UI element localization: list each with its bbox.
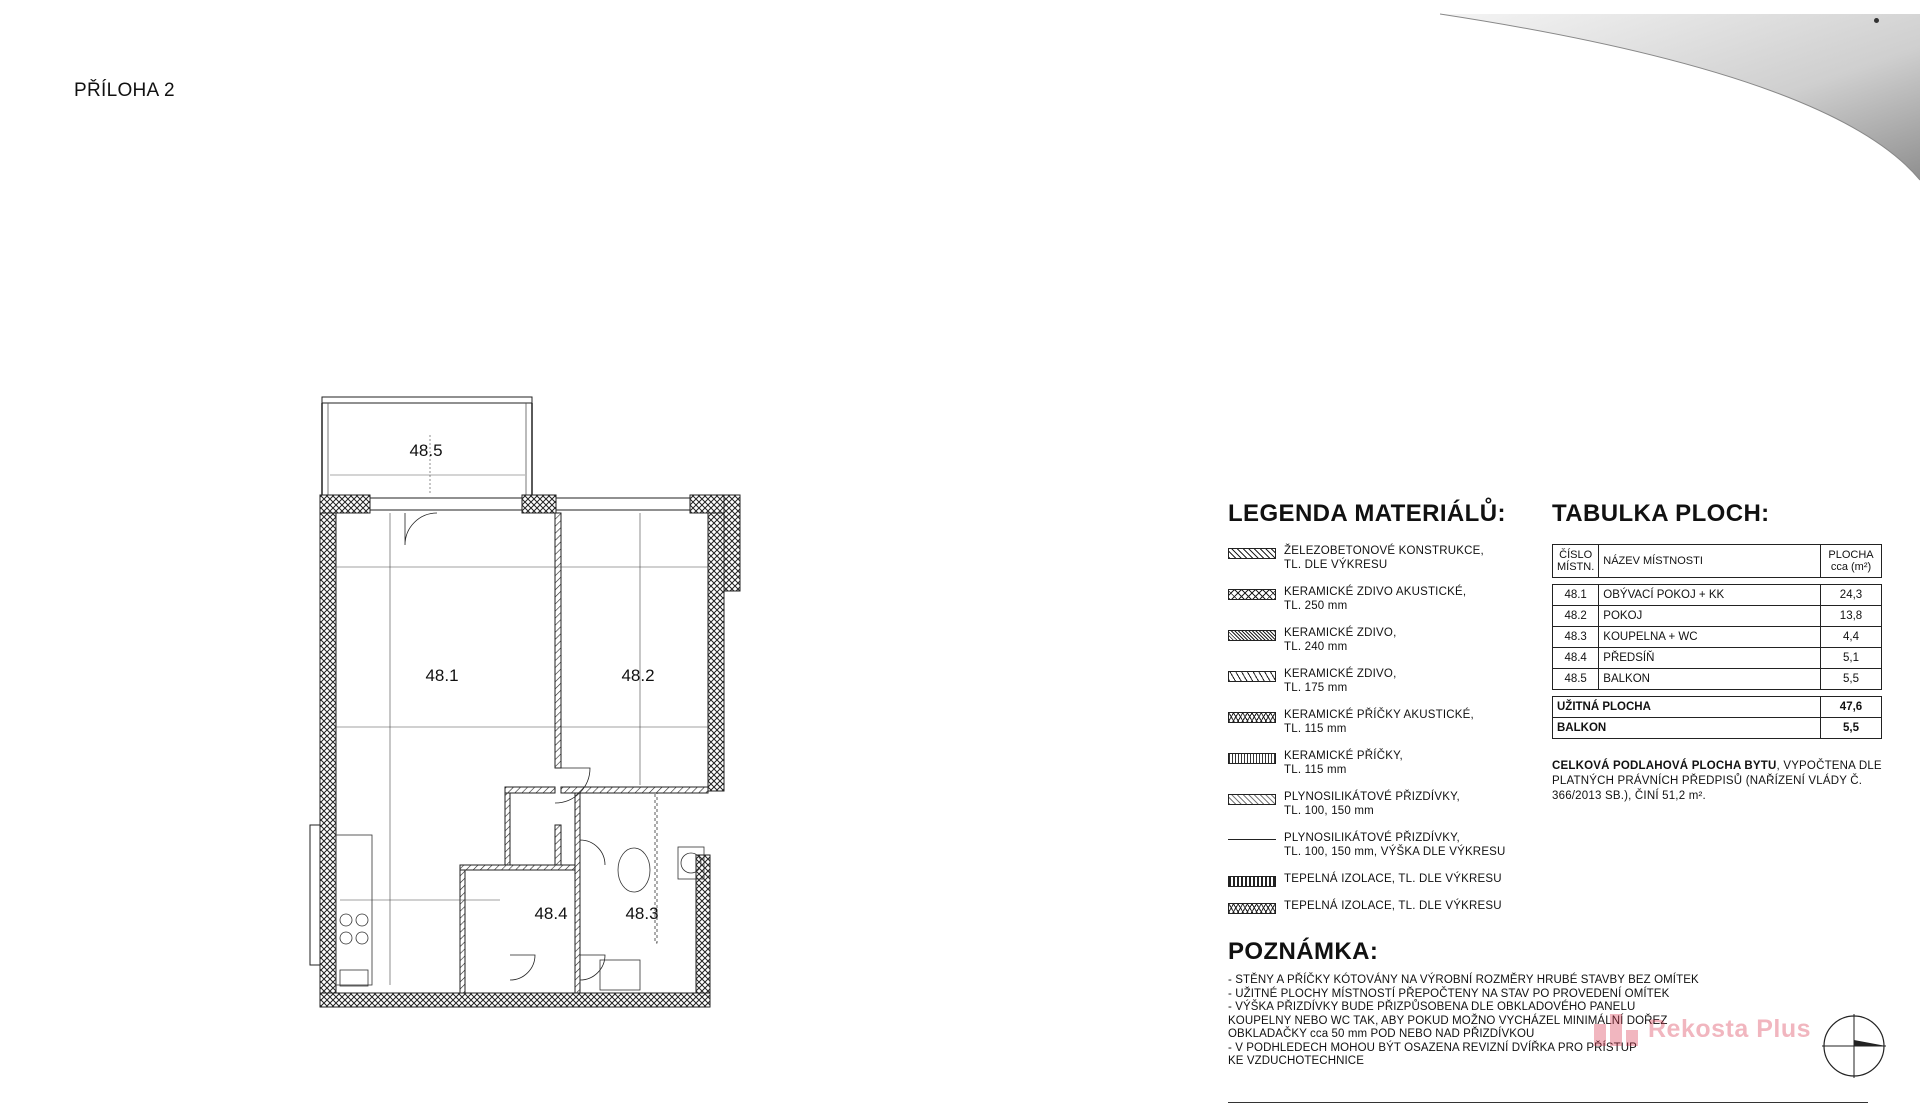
north-arrow-icon — [1818, 1010, 1890, 1082]
partitions — [460, 513, 708, 993]
area-table-section — [1552, 500, 1882, 804]
total-row: BALKON 5,5 — [1553, 718, 1882, 739]
note-line: - V PODHLEDECH MOHOU BÝT OSAZENA REVIZNÍ DVÍŘKA PRO PŘÍSTUP — [1228, 1041, 1637, 1054]
watermark — [1592, 1010, 1811, 1048]
table-header-row: ČÍSLO MÍSTN. NÁZEV MÍSTNOSTI PLOCHA cca (m²) — [1553, 545, 1882, 578]
note-line: KE VZDUCHOTECHNICE — [1228, 1055, 1364, 1067]
note-section — [1228, 938, 1788, 1069]
legend-item: PLYNOSILIKÁTOVÉ PŘIZDÍVKY, TL. 100, 150 mm — [1228, 790, 1558, 831]
legend-item: TEPELNÁ IZOLACE, TL. DLE VÝKRESU — [1228, 899, 1558, 926]
legend-item: TEPELNÁ IZOLACE, TL. DLE VÝKRESU — [1228, 872, 1558, 899]
total-row: UŽITNÁ PLOCHA 47,6 — [1553, 697, 1882, 718]
building-logo-icon — [1592, 1010, 1640, 1048]
legend-item: PLYNOSILIKÁTOVÉ PŘIZDÍVKY, TL. 100, 150 mm, VÝŠKA DLE VÝKRESU — [1228, 831, 1558, 872]
bathroom-fixtures — [600, 793, 704, 990]
room-label-48-3: 48.3 — [625, 904, 659, 923]
note-line: - STĚNY A PŘÍČKY KÓTOVÁNY NA VÝROBNÍ ROZMĚRY HRUBÉ STAVBY BEZ OMÍTEK — [1228, 974, 1699, 986]
page-curl-corner — [1440, 0, 1920, 190]
note-title: POZNÁMKA: — [1228, 938, 1379, 965]
bottom-rule — [1228, 1102, 1868, 1103]
legend-item: KERAMICKÉ ZDIVO, TL. 175 mm — [1228, 667, 1558, 708]
hatch-swatch-icon — [1228, 548, 1276, 559]
table-row: 48.3 KOUPELNA + WC 4,4 — [1553, 627, 1882, 648]
legend-item: KERAMICKÉ PŘÍČKY AKUSTICKÉ, TL. 115 mm — [1228, 708, 1558, 749]
hatch-swatch-icon — [1228, 753, 1276, 764]
total-floor-area-note: CELKOVÁ PODLAHOVÁ PLOCHA BYTU, VYPOČTENA DLE PLATNÝCH PRÁVNÍCH PŘEDPISŮ (NAŘÍZENÍ VLÁDY Č. 366/2013 SB.), ČINÍ 51,2 m². — [1552, 760, 1882, 802]
hatch-swatch-icon — [1228, 794, 1276, 805]
watermark-text: Rekosta Plus — [1648, 1014, 1812, 1043]
legend-item: KERAMICKÉ ZDIVO AKUSTICKÉ, TL. 250 mm — [1228, 585, 1558, 626]
table-row: 48.5 BALKON 5,5 — [1553, 669, 1882, 690]
floor-plan — [300, 385, 760, 1035]
corner-dot — [1874, 18, 1879, 23]
attachment-label: PŘÍLOHA 2 — [74, 80, 175, 101]
room-label-48-5: 48.5 — [409, 441, 443, 460]
line-swatch-icon — [1228, 839, 1276, 840]
area-table-title: TABULKA PLOCH: — [1552, 500, 1770, 527]
hatch-swatch-icon — [1228, 671, 1276, 682]
room-label-48-1: 48.1 — [425, 666, 459, 685]
dimension-lines — [336, 435, 708, 985]
legend-title: LEGENDA MATERIÁLŮ: — [1228, 500, 1506, 527]
note-line: OBKLADAČKY cca 50 mm POD NEBO NAD PŘIZDÍVKOU — [1228, 1028, 1535, 1040]
hatch-swatch-icon — [1228, 903, 1276, 914]
hatch-swatch-icon — [1228, 630, 1276, 641]
hatch-swatch-icon — [1228, 589, 1276, 600]
table-row: 48.1 OBÝVACÍ POKOJ + KK 24,3 — [1553, 585, 1882, 606]
note-line: - VÝŠKA PŘIZDÍVKY BUDE PŘIZPŮSOBENA DLE OBKLADOVÉHO PANELU — [1228, 1001, 1636, 1013]
note-line: - UŽITNÉ PLOCHY MÍSTNOSTÍ PŘEPOČTENY NA STAV PO PROVEDENÍ OMÍTEK — [1228, 987, 1670, 1000]
area-table — [1552, 544, 1882, 739]
table-row: 48.4 PŘEDSÍŇ 5,1 — [1553, 648, 1882, 669]
legend-item: ŽELEZOBETONOVÉ KONSTRUKCE, TL. DLE VÝKRESU — [1228, 544, 1558, 585]
kitchen-counter — [336, 835, 372, 986]
materials-legend — [1228, 500, 1558, 926]
table-row: 48.2 POKOJ 13,8 — [1553, 606, 1882, 627]
legend-item: KERAMICKÉ PŘÍČKY, TL. 115 mm — [1228, 749, 1558, 790]
hatch-swatch-icon — [1228, 712, 1276, 723]
room-label-48-2: 48.2 — [621, 666, 655, 685]
room-label-48-4: 48.4 — [534, 904, 568, 923]
hatch-swatch-icon — [1228, 876, 1276, 887]
legend-item: KERAMICKÉ ZDIVO, TL. 240 mm — [1228, 626, 1558, 667]
note-line: KOUPELNY NEBO WC TAK, ABY POKUD MOŽNO VYCHÁZEL MINIMÁLNÍ DOŘEZ — [1228, 1014, 1668, 1027]
outer-walls — [310, 495, 740, 1007]
